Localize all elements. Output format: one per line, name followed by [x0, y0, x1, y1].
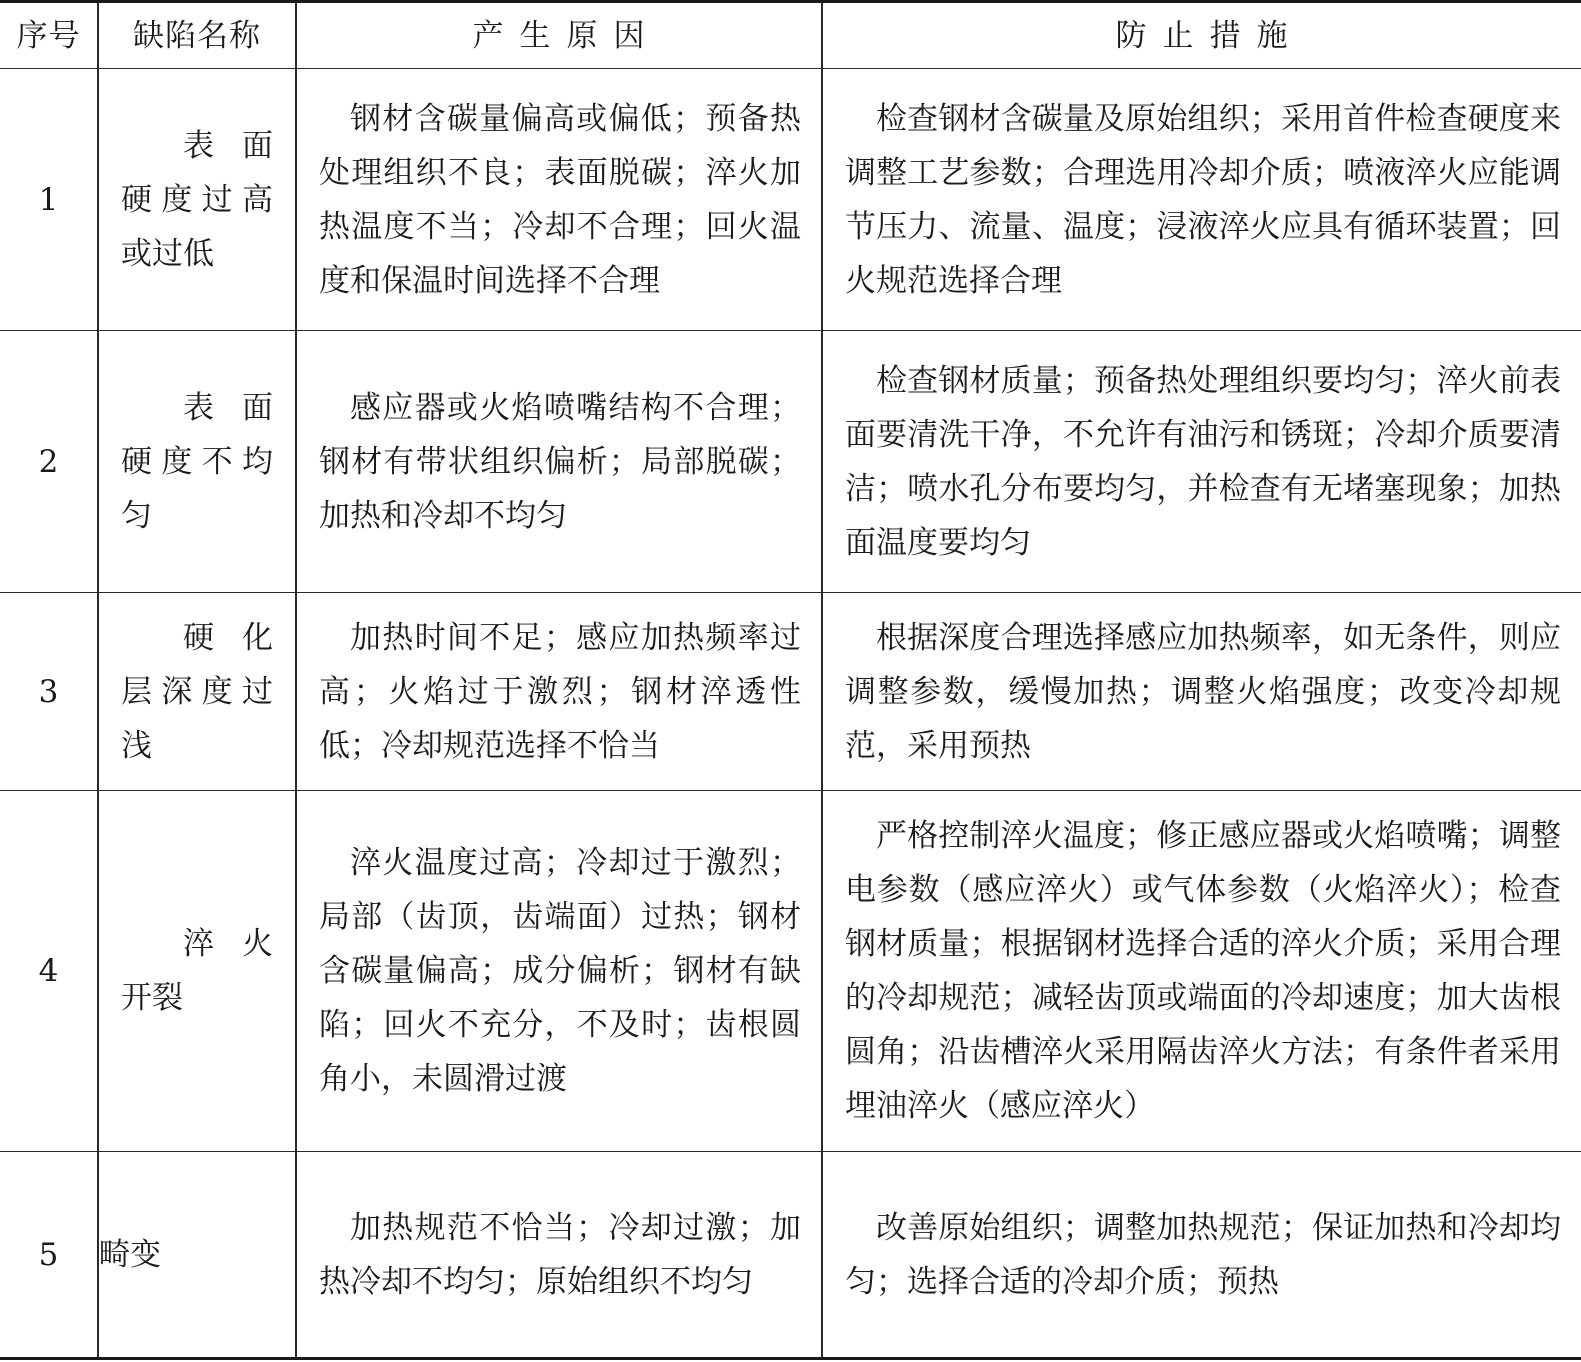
defect-prevention: 严格控制淬火温度；修正感应器或火焰喷嘴；调整电参数（感应淬火）或气体参数（火焰淬火）；检查钢材质量；根据钢材选择合适的淬火介质；采用合理的冷却规范；减轻齿顶或端面的冷却速度；加大齿根圆角；沿齿槽淬火采用隔齿淬火方法；有条件者采用埋油淬火（感应淬火）	[822, 791, 1581, 1152]
header-row	[0, 2, 1581, 69]
defect-name: 表面硬度不均匀	[98, 331, 296, 593]
defect-prevention: 改善原始组织；调整加热规范；保证加热和冷却均匀；选择合适的冷却介质；预热	[822, 1152, 1581, 1359]
row-number: 5	[0, 1152, 98, 1359]
table-row	[0, 1152, 1581, 1359]
defect-name: 硬化层深度过浅	[98, 593, 296, 791]
row-number: 1	[0, 69, 98, 331]
row-number: 3	[0, 593, 98, 791]
defect-cause: 加热时间不足；感应加热频率过高；火焰过于激烈；钢材淬透性低；冷却规范选择不恰当	[296, 593, 822, 791]
defect-prevention: 检查钢材质量；预备热处理组织要均匀；淬火前表面要清洗干净，不允许有油污和锈斑；冷却介质要清洁；喷水孔分布要均匀，并检查有无堵塞现象；加热面温度要均匀	[822, 331, 1581, 593]
row-number: 4	[0, 791, 98, 1152]
header-prevention: 防止措施	[822, 2, 1581, 69]
defect-name: 畸变	[98, 1152, 296, 1359]
header-name: 缺陷名称	[98, 2, 296, 69]
defect-prevention: 检查钢材含碳量及原始组织；采用首件检查硬度来调整工艺参数；合理选用冷却介质；喷液淬火应能调节压力、流量、温度；浸液淬火应具有循环装置；回火规范选择合理	[822, 69, 1581, 331]
table-row	[0, 69, 1581, 331]
header-cause: 产生原因	[296, 2, 822, 69]
defect-name: 表面硬度过高或过低	[98, 69, 296, 331]
defect-cause: 感应器或火焰喷嘴结构不合理；钢材有带状组织偏析；局部脱碳；加热和冷却不均匀	[296, 331, 822, 593]
defect-name: 淬火开裂	[98, 791, 296, 1152]
defect-cause: 淬火温度过高；冷却过于激烈；局部（齿顶，齿端面）过热；钢材含碳量偏高；成分偏析；钢材有缺陷；回火不充分，不及时；齿根圆角小，未圆滑过渡	[296, 791, 822, 1152]
header-no: 序号	[0, 2, 98, 69]
table-row	[0, 791, 1581, 1152]
row-number: 2	[0, 331, 98, 593]
defect-cause: 加热规范不恰当；冷却过激；加热冷却不均匀；原始组织不均匀	[296, 1152, 822, 1359]
table-row	[0, 331, 1581, 593]
defect-cause: 钢材含碳量偏高或偏低；预备热处理组织不良；表面脱碳；淬火加热温度不当；冷却不合理；回火温度和保温时间选择不合理	[296, 69, 822, 331]
table-row	[0, 593, 1581, 791]
defect-prevention: 根据深度合理选择感应加热频率，如无条件，则应调整参数，缓慢加热；调整火焰强度；改变冷却规范，采用预热	[822, 593, 1581, 791]
